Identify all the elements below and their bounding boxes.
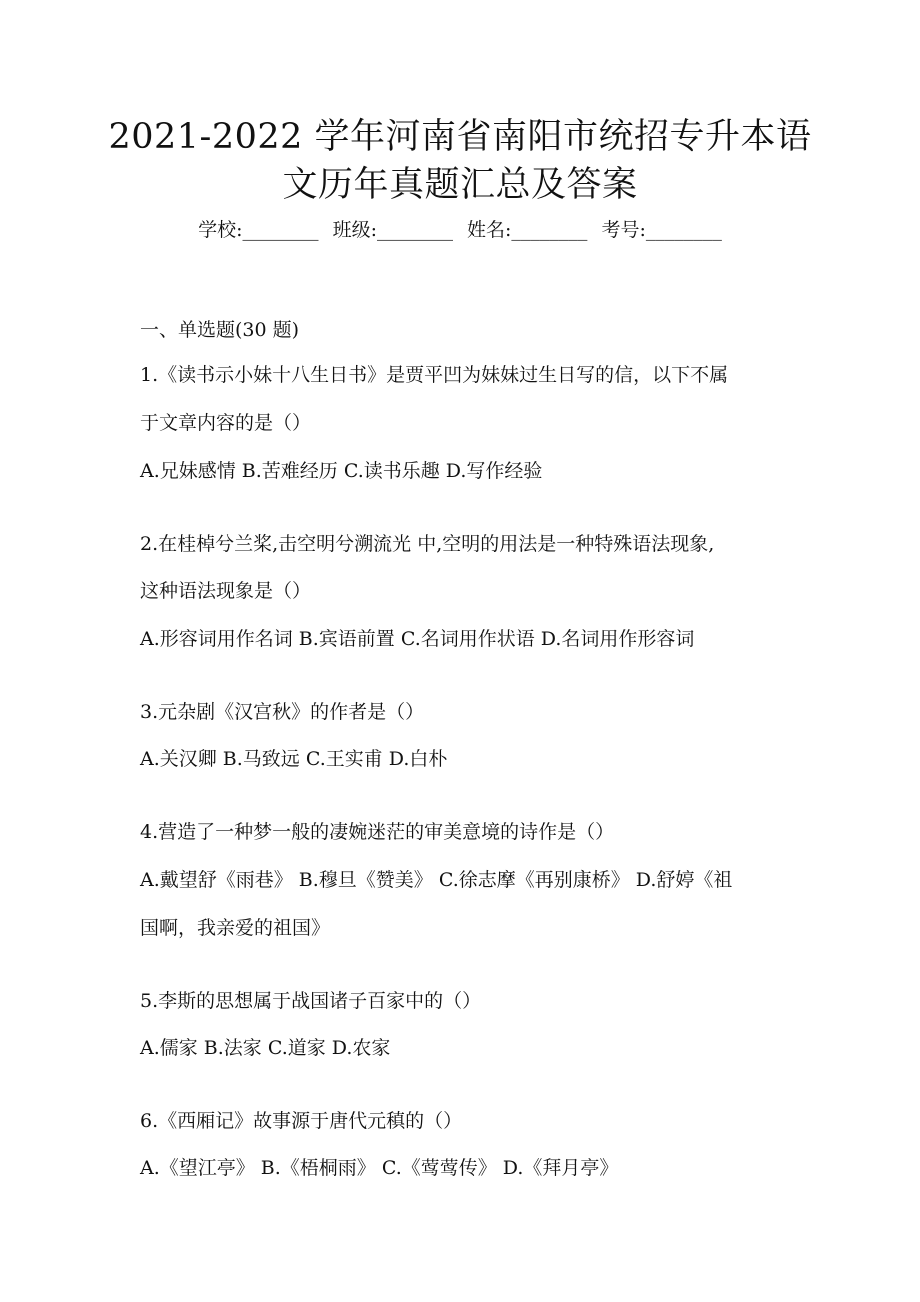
question-stem: 1.《读书示小妹十八生日书》是贾平凹为妹妹过生日写的信，以下不属 [140, 364, 729, 386]
question-options: 国啊，我亲爱的祖国》 [140, 917, 331, 939]
question-stem: 3.元杂剧《汉宫秋》的作者是（） [140, 701, 425, 723]
question-options: A.戴望舒《雨巷》 B.穆旦《赞美》 C.徐志摩《再别康桥》 D.舒婷《祖 [140, 869, 733, 891]
question-stem: 2.在桂棹兮兰桨,击空明兮溯流光 中,空明的用法是一种特殊语法现象, [140, 533, 715, 555]
question-stem: 6.《西厢记》故事源于唐代元稹的（） [140, 1110, 463, 1132]
question-stem: 于文章内容的是（） [140, 412, 312, 434]
question-options: A.儒家 B.法家 C.道家 D.农家 [140, 1037, 391, 1059]
question-options: A.形容词用作名词 B.宾语前置 C.名词用作状语 D.名词用作形容词 [140, 628, 695, 650]
student-info-row [0, 217, 920, 243]
question-options: A.关汉卿 B.马致远 C.王实甫 D.白朴 [140, 748, 448, 770]
question-stem: 4.营造了一种梦一般的凄婉迷茫的审美意境的诗作是（） [140, 821, 615, 843]
question-stem: 这种语法现象是（） [140, 580, 312, 602]
exam-number-field: 考号:________ [601, 219, 722, 241]
question-stem: 5.李斯的思想属于战国诸子百家中的（） [140, 990, 482, 1012]
name-field: 姓名:________ [467, 219, 588, 241]
school-field: 学校:________ [198, 219, 319, 241]
question-options: A.兄妹感情 B.苦难经历 C.读书乐趣 D.写作经验 [140, 460, 543, 482]
document-title-line-1: 2021-2022 学年河南省南阳市统招专升本语 [108, 117, 812, 157]
question-options: A.《望江亭》 B.《梧桐雨》 C.《莺莺传》 D.《拜月亭》 [140, 1157, 619, 1179]
document-title-line-2: 文历年真题汇总及答案 [282, 165, 638, 205]
class-field: 班级:________ [332, 219, 453, 241]
section-title: 一、单选题(30 题) [140, 319, 300, 341]
